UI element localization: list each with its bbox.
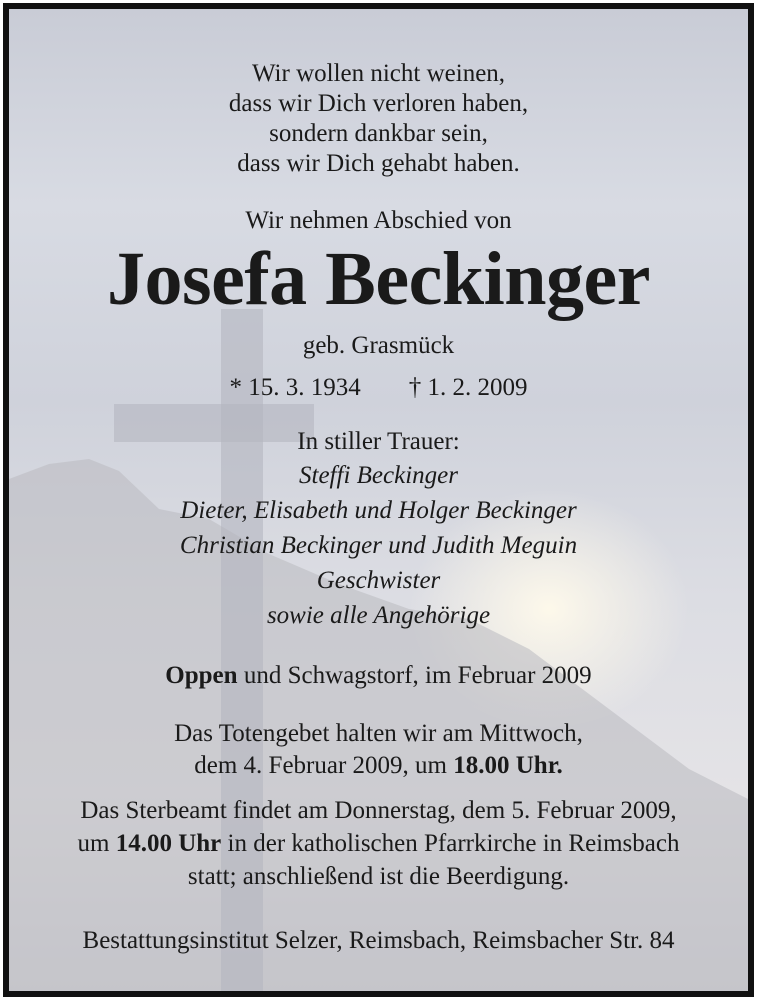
place-bold: Oppen xyxy=(165,662,238,689)
mass-text: in der katholischen Pfarrkirche in Reimsbach xyxy=(221,830,680,857)
mourner: sowie alle Angehörige xyxy=(266,602,491,629)
poem-line: dass wir Dich verloren haben, xyxy=(228,90,529,117)
mourner: Geschwister xyxy=(316,567,441,594)
place-date xyxy=(9,661,748,691)
death-date: † 1. 2. 2009 xyxy=(408,374,528,401)
mourner: Dieter, Elisabeth und Holger Beckinger xyxy=(180,497,577,524)
poem-line: Wir wollen nicht weinen, xyxy=(251,60,506,87)
life-dates xyxy=(9,373,748,403)
mourning-heading: In stiller Trauer: xyxy=(297,428,460,455)
mass-line: statt; anschließend ist die Beerdigung. xyxy=(187,863,570,890)
funeral-home: Bestattungsinstitut Selzer, Reimsbach, Reimsbacher Str. 84 xyxy=(82,927,675,954)
deceased-name: Josefa Beckinger xyxy=(107,237,650,321)
place-rest: und Schwagstorf, im Februar 2009 xyxy=(237,662,592,689)
mass-time: 14.00 Uhr xyxy=(115,830,222,857)
maiden-name: geb. Grasmück xyxy=(302,332,455,359)
mourner: Christian Beckinger und Judith Meguin xyxy=(179,532,578,559)
mass-line xyxy=(9,829,748,859)
poem-line: sondern dankbar sein, xyxy=(269,120,488,147)
intro-text: Wir nehmen Abschied von xyxy=(245,207,512,234)
poem-line: dass wir Dich gehabt haben. xyxy=(237,150,520,177)
prayer-line: Das Totengebet halten wir am Mittwoch, xyxy=(174,720,583,747)
mass-text: um xyxy=(77,830,116,857)
prayer-text: dem 4. Februar 2009, um xyxy=(194,752,454,779)
obituary-notice xyxy=(3,3,754,997)
mass-line: Das Sterbeamt findet am Donnerstag, dem 5. Februar 2009, xyxy=(80,797,677,824)
prayer-time: 18.00 Uhr. xyxy=(453,752,563,779)
mourner: Steffi Beckinger xyxy=(299,462,458,489)
prayer-line xyxy=(9,751,748,781)
birth-date: * 15. 3. 1934 xyxy=(229,374,361,401)
